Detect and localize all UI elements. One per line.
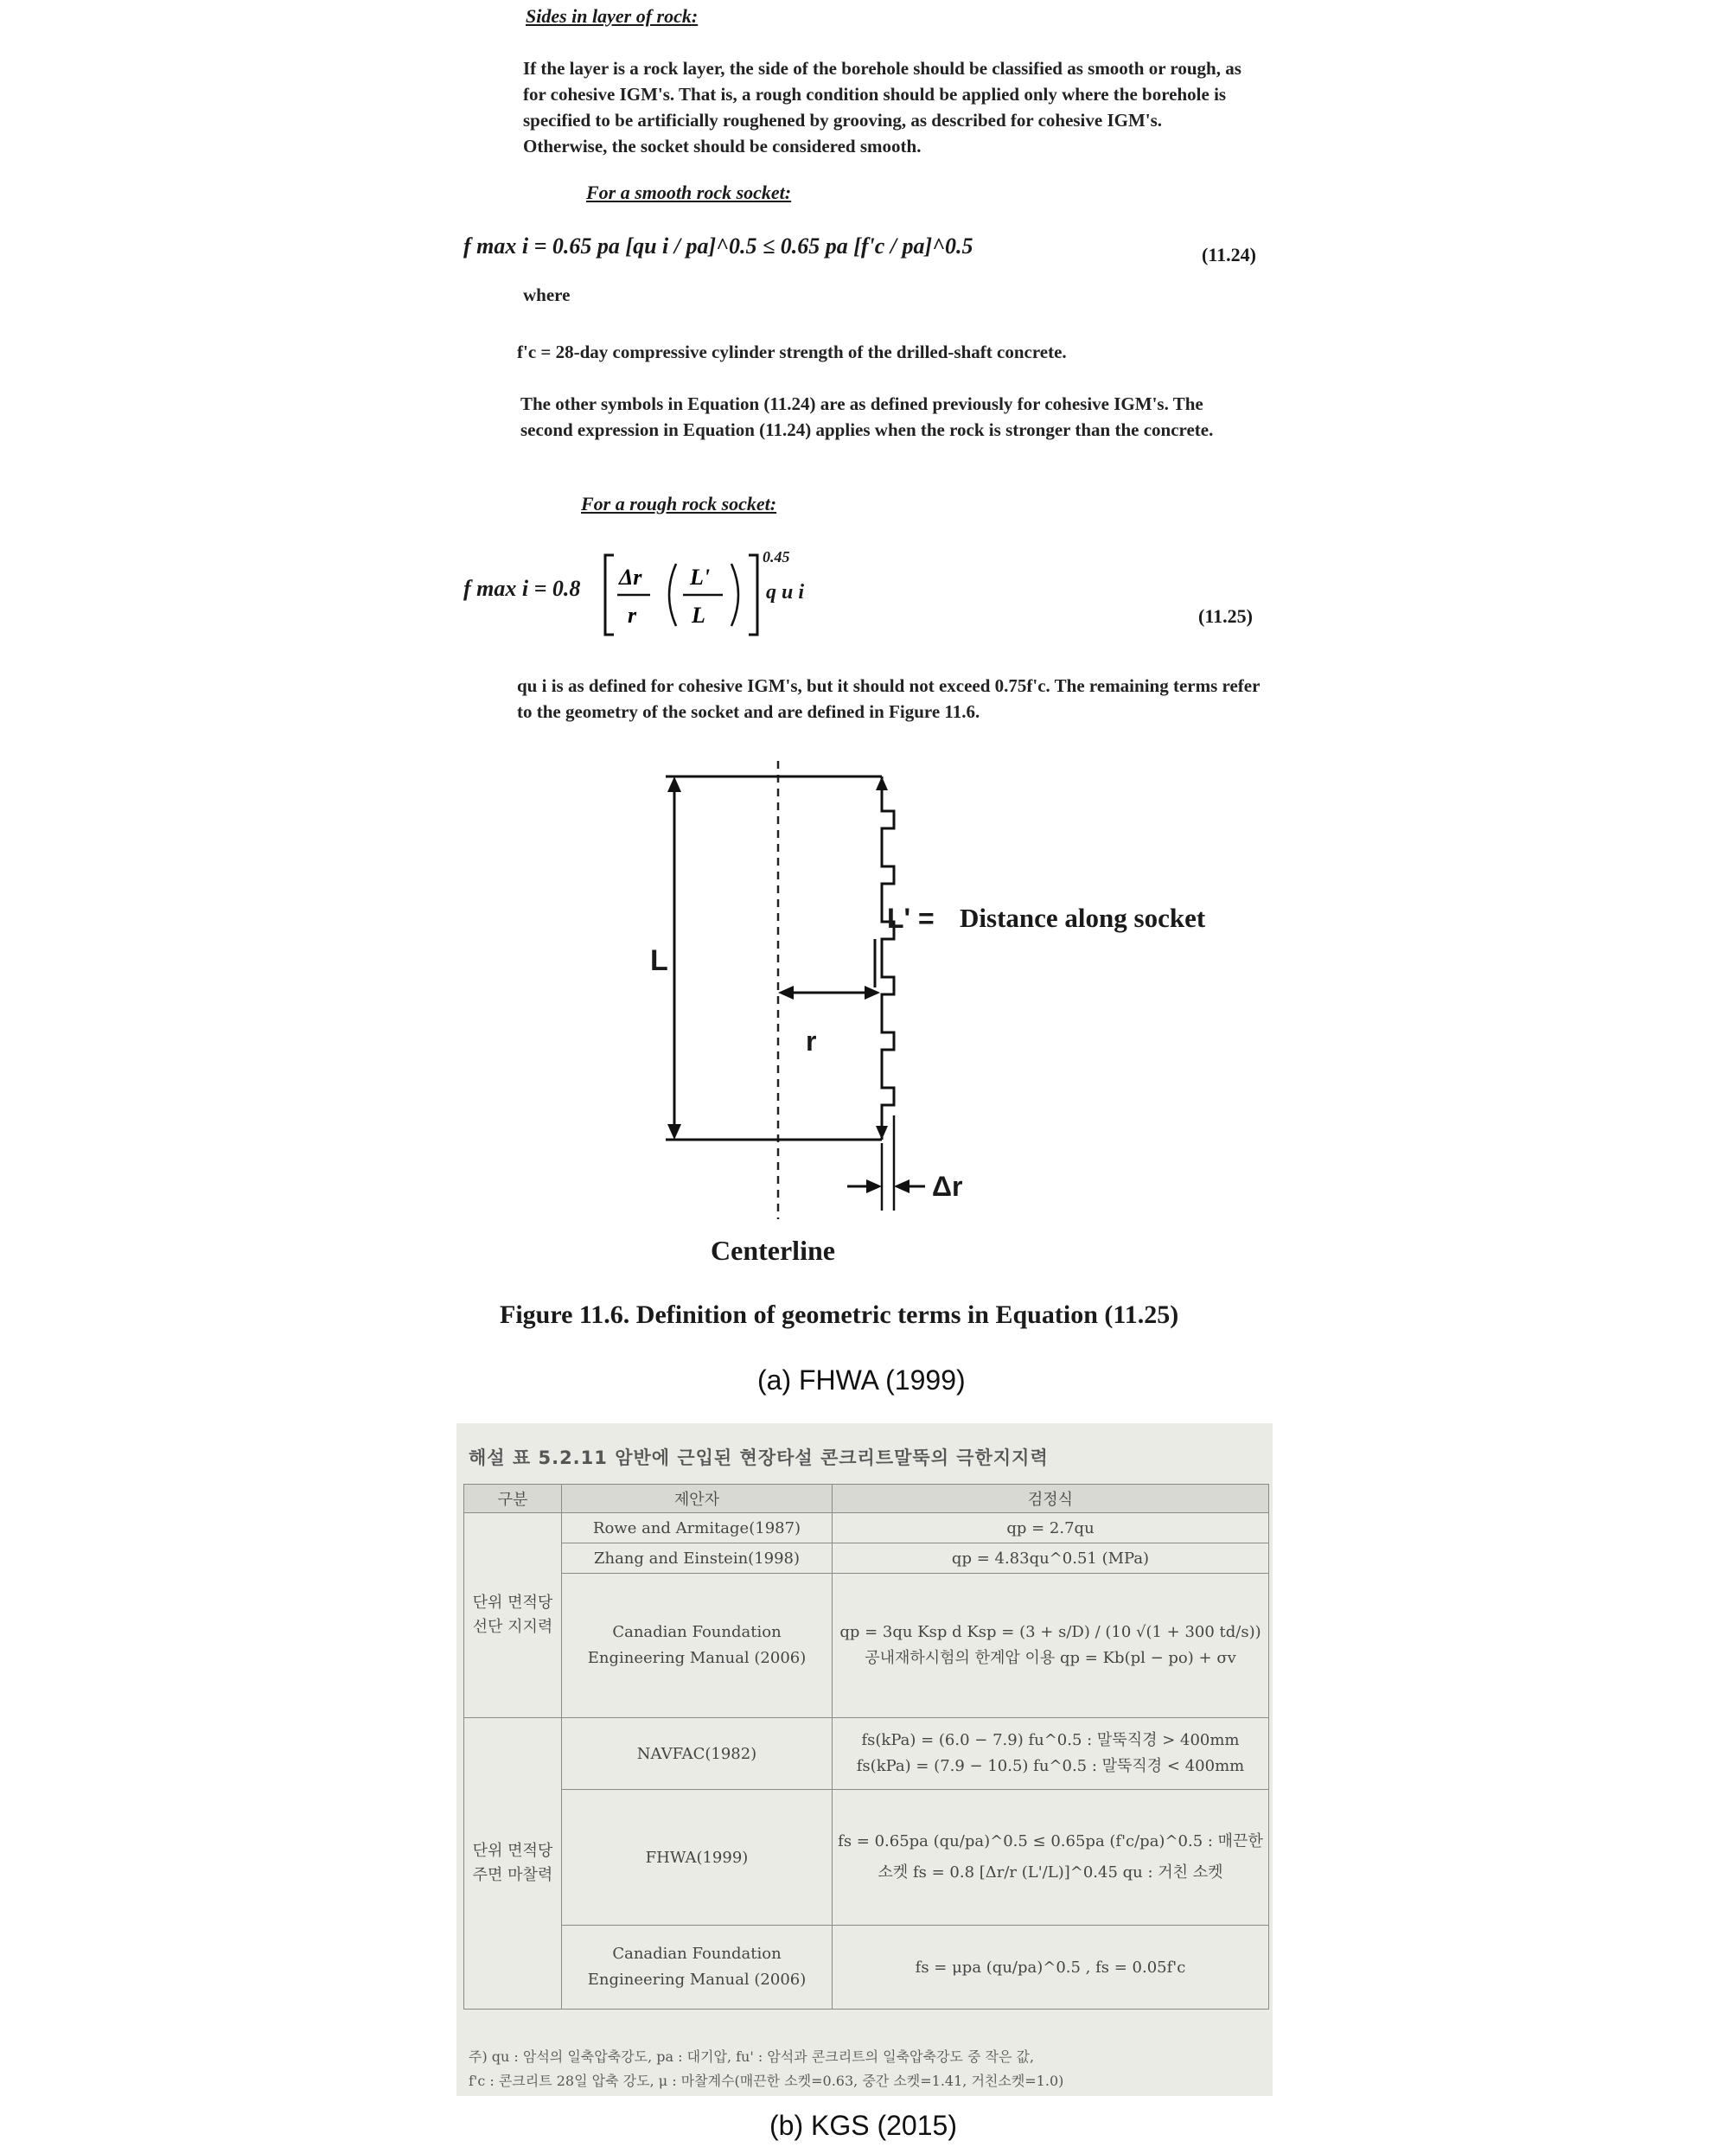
table-row [464,1574,1269,1718]
proposer-cell: FHWA(1999) [562,1790,833,1926]
formula-cell: fs = μpa (qu/pa)^0.5 , fs = 0.05f'c [833,1926,1269,2010]
rough-socket-heading: For a rough rock socket: [581,493,777,514]
label-r: r [806,1026,817,1057]
label-L: L [650,944,668,977]
table-row [464,1513,1269,1543]
table-row [464,1926,1269,2010]
table-note-1: 주) qu : 암석의 일축압축강도, pa : 대기압, fu' : 암석과 콘크리트의 일축압축강도 중 작은 값, [469,2048,1035,2065]
formula-cell: fs(kPa) = (6.0 − 7.9) fu^0.5 : 말뚝직경 > 400mm fs(kPa) = (7.9 − 10.5) fu^0.5 : 말뚝직경 < 400mm [833,1718,1269,1790]
equation-11-25-bracket [602,543,775,647]
equation-11-25-lhs: f max i = 0.8 [463,576,581,601]
subcaption-a: (a) FHWA (1999) [757,1364,966,1396]
rough-socket-wall [882,776,894,1140]
table-row [464,1790,1269,1926]
kgs-capacity-table [463,1484,1269,2010]
label-L-prime: L' = [887,903,935,934]
paragraph-other-symbols: The other symbols in Equation (11.24) are as defined previously for cohesive IGM's. The second expression in Equation (11.24) applies when the rock is stronger than the concrete. [520,393,1214,440]
label-distance-along-socket: Distance along socket [960,903,1206,933]
header-formula: 검정식 [833,1485,1269,1513]
kgs-table-title: 해설 표 5.2.11 암반에 근입된 현장타설 콘크리트말뚝의 극한지지력 [469,1447,1049,1468]
table-header-row [464,1485,1269,1513]
svg-text:L: L [692,603,705,628]
svg-text:L': L' [690,565,711,590]
category-end-bearing: 단위 면적당 선단 지지력 [464,1513,562,1718]
equation-11-24: f max i = 0.65 pa [qu i / pa]^0.5 ≤ 0.65 pa [f'c / pa]^0.5 [463,233,973,259]
proposer-cell: Zhang and Einstein(1998) [562,1543,833,1574]
formula-cell: qp = 3qu Ksp d Ksp = (3 + s/D) / (10 √(1 + 300 td/s)) 공내재하시험의 한계압 이용 qp = Kb(pl − po) + σv [833,1574,1269,1718]
label-centerline: Centerline [711,1235,835,1266]
section-heading: Sides in layer of rock: [526,5,699,27]
where-label: where [523,284,571,305]
formula-cell: fs = 0.65pa (qu/pa)^0.5 ≤ 0.65pa (f'c/pa)^0.5 : 매끈한 소켓 fs = 0.8 [Δr/r (L'/L)]^0.45 qu : 거친 소켓 [833,1790,1269,1926]
equation-number-11-24: (11.24) [1202,244,1256,265]
paragraph-qu-definition: qu i is as defined for cohesive IGM's, but it should not exceed 0.75f'c. The remaining terms refer to the geometry of the socket and are defined in Figure 11.6. [517,675,1261,722]
category-skin-friction: 단위 면적당 주면 마찰력 [464,1718,562,2010]
subcaption-b: (b) KGS (2015) [769,2110,957,2141]
table-note-2: f'c : 콘크리트 28일 압축 강도, μ : 마찰계수(매끈한 소켓=0.63, 중간 소켓=1.41, 거친소켓=1.0) [469,2073,1064,2089]
table-row [464,1543,1269,1574]
proposer-cell: NAVFAC(1982) [562,1718,833,1790]
smooth-socket-heading: For a smooth rock socket: [586,182,792,203]
equation-number-11-25: (11.25) [1198,605,1253,627]
equation-11-25 [463,543,844,647]
proposer-cell: Canadian Foundation Engineering Manual (2006) [562,1574,833,1718]
header-category: 구분 [464,1485,562,1513]
fc-definition: f'c = 28-day compressive cylinder strength of the drilled-shaft concrete. [517,342,1067,362]
figure-caption: Figure 11.6. Definition of geometric terms in Equation (11.25) [500,1300,1179,1329]
equation-11-25-rhs: q u i [766,581,805,604]
svg-text:r: r [628,603,637,628]
paragraph-rock-layer: If the layer is a rock layer, the side of the borehole should be classified as smooth or rough, as for cohesive IGM's. That is, a rough condition should be applied only where the borehole is specified to be artificially roughened by grooving, as described for cohesive IGM's. Otherwise, the socket should be considered smooth. [523,58,1241,157]
formula-cell: qp = 2.7qu [833,1513,1269,1543]
kgs-table-panel [456,1423,1273,2096]
svg-text:Δr: Δr [619,565,642,590]
equation-11-25-exponent: 0.45 [763,548,790,566]
table-row [464,1718,1269,1790]
proposer-cell: Canadian Foundation Engineering Manual (2006) [562,1926,833,2010]
formula-cell: qp = 4.83qu^0.51 (MPa) [833,1543,1269,1574]
header-proposer: 제안자 [562,1485,833,1513]
proposer-cell: Rowe and Armitage(1987) [562,1513,833,1543]
label-delta-r: Δr [932,1171,963,1202]
